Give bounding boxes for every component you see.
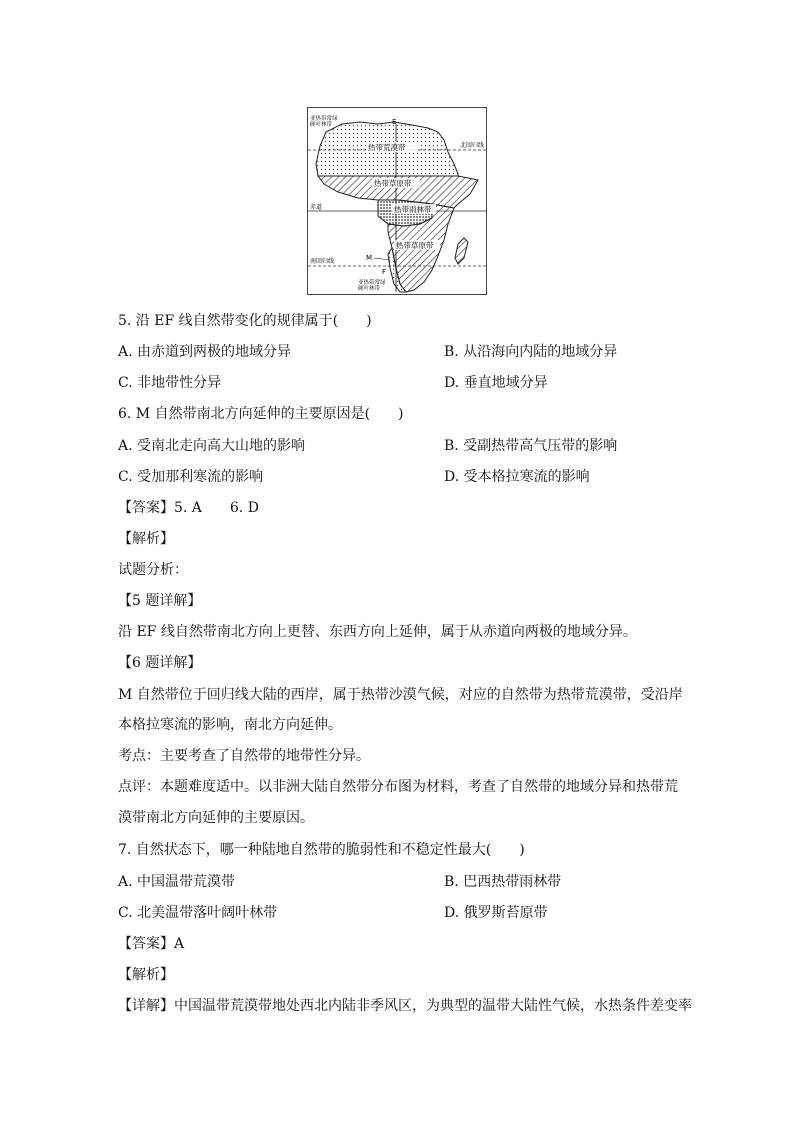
q5-option-d: D. 垂直地域分异 bbox=[444, 375, 548, 391]
label-equator: 赤道 bbox=[310, 204, 323, 211]
label-f: F bbox=[382, 268, 387, 276]
dianping-line-2: 漠带南北方向延伸的主要原因。 bbox=[118, 810, 314, 826]
answer-7: 【答案】A bbox=[118, 936, 185, 952]
label-north-tropic: 北回归线 bbox=[460, 142, 485, 149]
q6-option-d: D. 受本格拉寒流的影响 bbox=[444, 469, 590, 485]
label-m: M bbox=[366, 254, 373, 262]
q7-option-c: C. 北美温带落叶阔叶林带 bbox=[118, 905, 278, 921]
kaodian: 考点：主要考查了自然带的地带性分异。 bbox=[118, 748, 370, 764]
label-savanna-south: 热带草原带 bbox=[396, 241, 434, 250]
madagascar bbox=[455, 238, 468, 264]
q7-option-a: A. 中国温带荒漠带 bbox=[118, 874, 236, 890]
q6-option-c: C. 受加那利寒流的影响 bbox=[118, 469, 264, 485]
analysis-title-1: 【解析】 bbox=[118, 531, 174, 547]
analysis-intro: 试题分析： bbox=[118, 562, 188, 578]
africa-natural-zone-map bbox=[307, 107, 487, 295]
label-desert: 热带荒漠带 bbox=[368, 143, 406, 152]
analysis-title-2: 【解析】 bbox=[118, 967, 174, 983]
label-e: E bbox=[392, 118, 397, 126]
q7-option-d: D. 俄罗斯苔原带 bbox=[444, 905, 548, 921]
q5-option-c: C. 非地带性分异 bbox=[118, 375, 222, 391]
q7-stem: 7. 自然状态下，哪一种陆地自然带的脆弱性和不稳定性最大( ) bbox=[118, 842, 525, 858]
q5-stem: 5. 沿 EF 线自然带变化的规律属于( ) bbox=[118, 313, 372, 329]
q6-option-a: A. 受南北走向高大山地的影响 bbox=[118, 438, 306, 454]
detail-6-title: 【6 题详解】 bbox=[118, 655, 202, 671]
detail-5-text: 沿 EF 线自然带南北方向上更替、东西方向上延伸，属于从赤道向两极的地域分异。 bbox=[118, 624, 637, 640]
q5-option-a: A. 由赤道到两极的地域分异 bbox=[118, 344, 292, 360]
q6-option-b: B. 受副热带高气压带的影响 bbox=[444, 438, 618, 454]
detail-7-text: 【详解】中国温带荒漠带地处西北内陆非季风区，为典型的温带大陆性气候，水热条件差变率 bbox=[118, 998, 692, 1014]
answer-5-6: 【答案】5. A 6. D bbox=[118, 500, 259, 516]
label-south-tropic: 南回归线 bbox=[310, 258, 335, 265]
label-savanna-north: 热带草原带 bbox=[374, 179, 412, 188]
detail-5-title: 【5 题详解】 bbox=[118, 593, 202, 609]
label-bottom-zone: 亚热带常绿硬叶林带 bbox=[358, 280, 386, 293]
detail-6-line-1: M 自然带位于回归线大陆的西岸，属于热带沙漠气候，对应的自然带为热带荒漠带，受沿岸 bbox=[118, 687, 683, 703]
q5-option-b: B. 从沿海向内陆的地域分异 bbox=[444, 344, 618, 360]
q6-stem: 6. M 自然带南北方向延伸的主要原因是( ) bbox=[118, 406, 404, 422]
detail-6-line-2: 本格拉寒流的影响，南北方向延伸。 bbox=[118, 717, 342, 733]
q7-option-b: B. 巴西热带雨林带 bbox=[444, 874, 562, 890]
dianping-line-1: 点评：本题难度适中。以非洲大陆自然带分布图为材料，考查了自然带的地域分异和热带荒 bbox=[118, 779, 678, 795]
africa-map-svg bbox=[308, 108, 486, 294]
label-top-left-zone: 亚热带常绿硬叶林带 bbox=[310, 116, 338, 129]
label-rainforest: 热带雨林带 bbox=[394, 205, 432, 214]
